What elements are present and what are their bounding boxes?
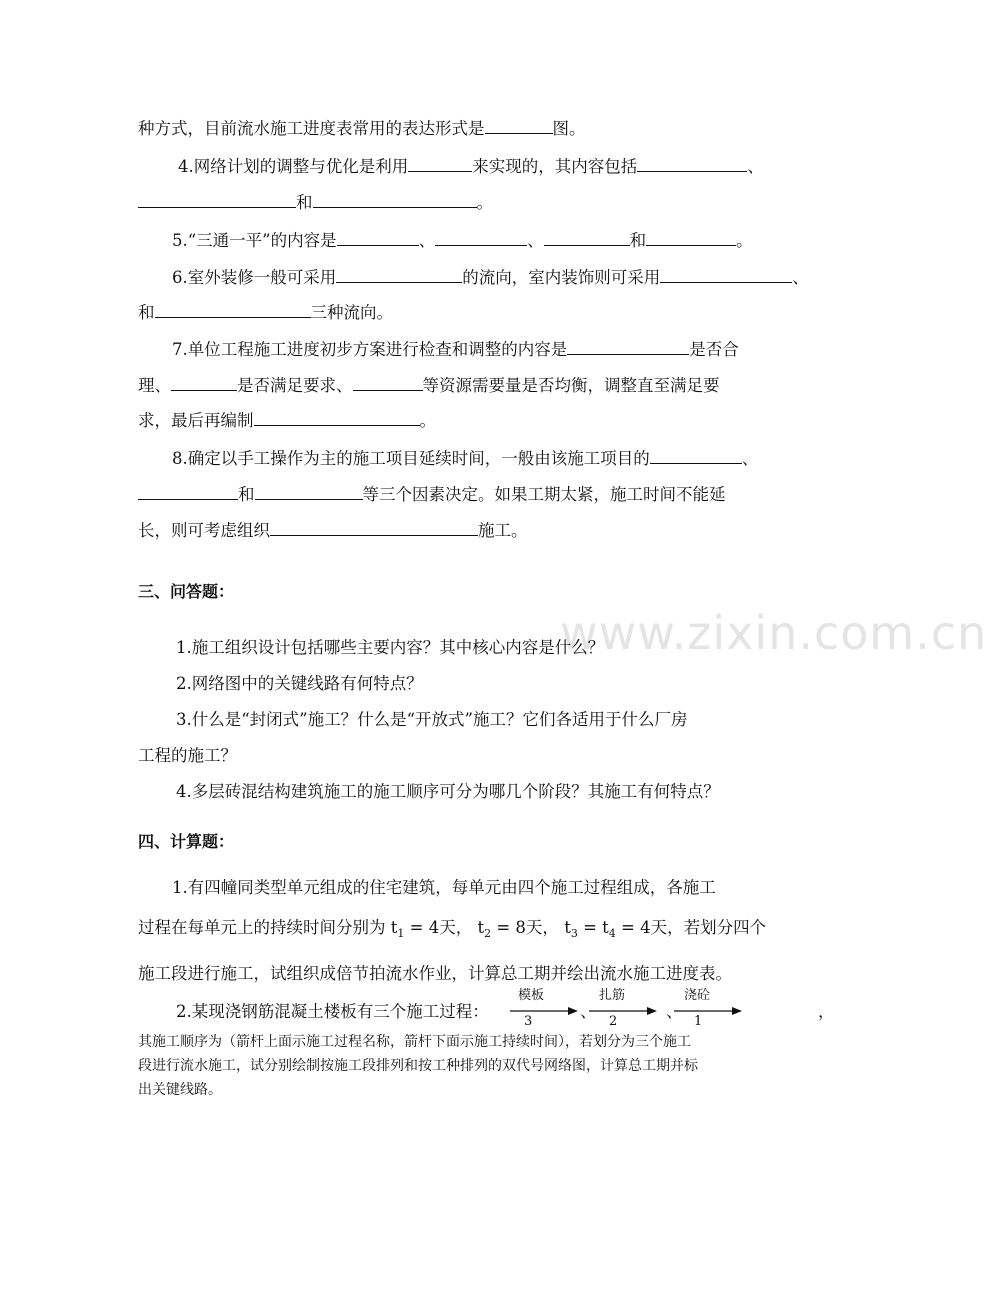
calc-question-2-cont: 其施工顺序为（箭杆上面示施工过程名称，箭杆下面示施工持续时间），若划分为三个施工 [138,1034,691,1050]
separator: 、 [580,1002,597,1021]
answer-blank[interactable] [138,190,296,208]
answer-blank[interactable] [353,373,423,391]
fill-question-7-cont2: 求，最后再编制 。 [138,408,436,433]
essay-question-4: 4.多层砖混结构建筑施工的施工顺序可分为哪几个阶段？其施工有何特点？ [176,782,720,801]
fill-question-8: 8.确定以手工操作为主的施工项目延续时间，一般由该施工项目的 、 [172,446,758,471]
calc-question-2: 2.某现浇钢筋混凝土楼板有三个施工过程： [176,1002,489,1021]
section-4-heading: 四、计算题： [138,832,235,851]
essay-question-3-cont: 工程的施工？ [138,746,237,765]
arrow-line [674,984,744,1036]
fill-question-7-cont: 理、 是否满足要求、 等资源需要量是否均衡，调整直至满足要 [138,373,720,398]
answer-blank[interactable] [646,228,736,246]
process-name: 扎筋 [599,988,626,1003]
answer-blank[interactable] [171,373,237,391]
answer-blank[interactable] [313,190,477,208]
essay-question-1: 1.施工组织设计包括哪些主要内容？其中核心内容是什么？ [176,638,605,657]
process-arrow-concrete [674,984,744,1036]
answer-blank[interactable] [336,265,462,283]
fill-question-6-cont: 和 三种流向。 [138,300,393,325]
arrow-line [510,984,580,1036]
essay-question-3: 3.什么是“封闭式”施工？什么是“开放式”施工？它们各适用于什么厂房 [176,710,688,729]
duration-t3-t4: $t_3 = t_4 = 4$天 [564,918,668,940]
answer-blank[interactable] [544,228,630,246]
process-duration: 3 [524,1014,533,1029]
duration-t1: $t_1 = 4$天， [390,918,473,940]
fill-question-8-cont2: 长，则可考虑组织 施工。 [138,518,528,543]
calc-question-2-cont3: 出关键线路。 [138,1082,222,1098]
answer-blank[interactable] [408,154,472,172]
watermark: www.zixin.com.cn [560,606,987,660]
essay-question-2: 2.网络图中的关键线路有何特点？ [176,674,423,693]
process-duration: 1 [694,1014,703,1029]
fill-question-6: 6.室外装修一般可采用 的流向，室内装饰则可采用 、 [172,265,809,290]
answer-blank[interactable] [138,482,238,500]
answer-blank[interactable] [337,228,419,246]
answer-blank[interactable] [435,228,527,246]
duration-t2: $t_2 = 8$天， [477,918,559,940]
process-duration: 2 [609,1014,618,1029]
answer-blank[interactable] [567,337,689,355]
calc-question-1-cont2: 施工段进行施工，试组织成倍节拍流水作业，计算总工期并绘出流水施工进度表。 [138,964,732,983]
answer-blank[interactable] [270,518,478,536]
answer-blank[interactable] [155,300,311,318]
answer-blank[interactable] [485,116,553,134]
fill-question-8-cont: 和 等三个因素决定。如果工期太紧，施工时间不能延 [138,482,726,507]
fill-question-7: 7.单位工程施工进度初步方案进行检查和调整的内容是 是否合 [172,337,739,362]
answer-blank[interactable] [254,408,420,426]
process-name: 浇砼 [684,988,711,1003]
calc-question-1-cont: 过程在每单元上的持续时间分别为 $t_1 = 4$天， $t_2 = 8$天， $t_3 = t_4 = 4$天，若划分四个 [138,918,767,940]
trailing-comma: ， [818,1002,835,1021]
process-arrow-rebar [589,984,659,1036]
process-arrow-formwork [510,984,580,1036]
section-3-heading: 三、问答题： [138,582,235,601]
fill-line-1: 种方式，目前流水施工进度表常用的表达形式是 图。 [138,116,586,141]
calc-question-2-cont2: 段进行流水施工，试分别绘制按施工段排列和按工种排列的双代号网络图，计算总工期并标 [138,1058,698,1074]
answer-blank[interactable] [255,482,363,500]
calc-question-1: 1.有四幢同类型单元组成的住宅建筑，每单元由四个施工过程组成，各施工 [172,878,716,897]
separator: 、 [666,1002,683,1021]
fill-question-4-cont: 和 。 [138,190,493,215]
answer-blank[interactable] [660,265,792,283]
answer-blank[interactable] [637,154,747,172]
fill-question-5: 5.“三通一平”的内容是 、 、 和 。 [172,228,753,253]
fill-question-4: 4.网络计划的调整与优化是利用 来实现的，其内容包括 、 [178,154,764,179]
arrow-line [589,984,659,1036]
answer-blank[interactable] [650,446,742,464]
process-name: 模板 [518,988,545,1003]
